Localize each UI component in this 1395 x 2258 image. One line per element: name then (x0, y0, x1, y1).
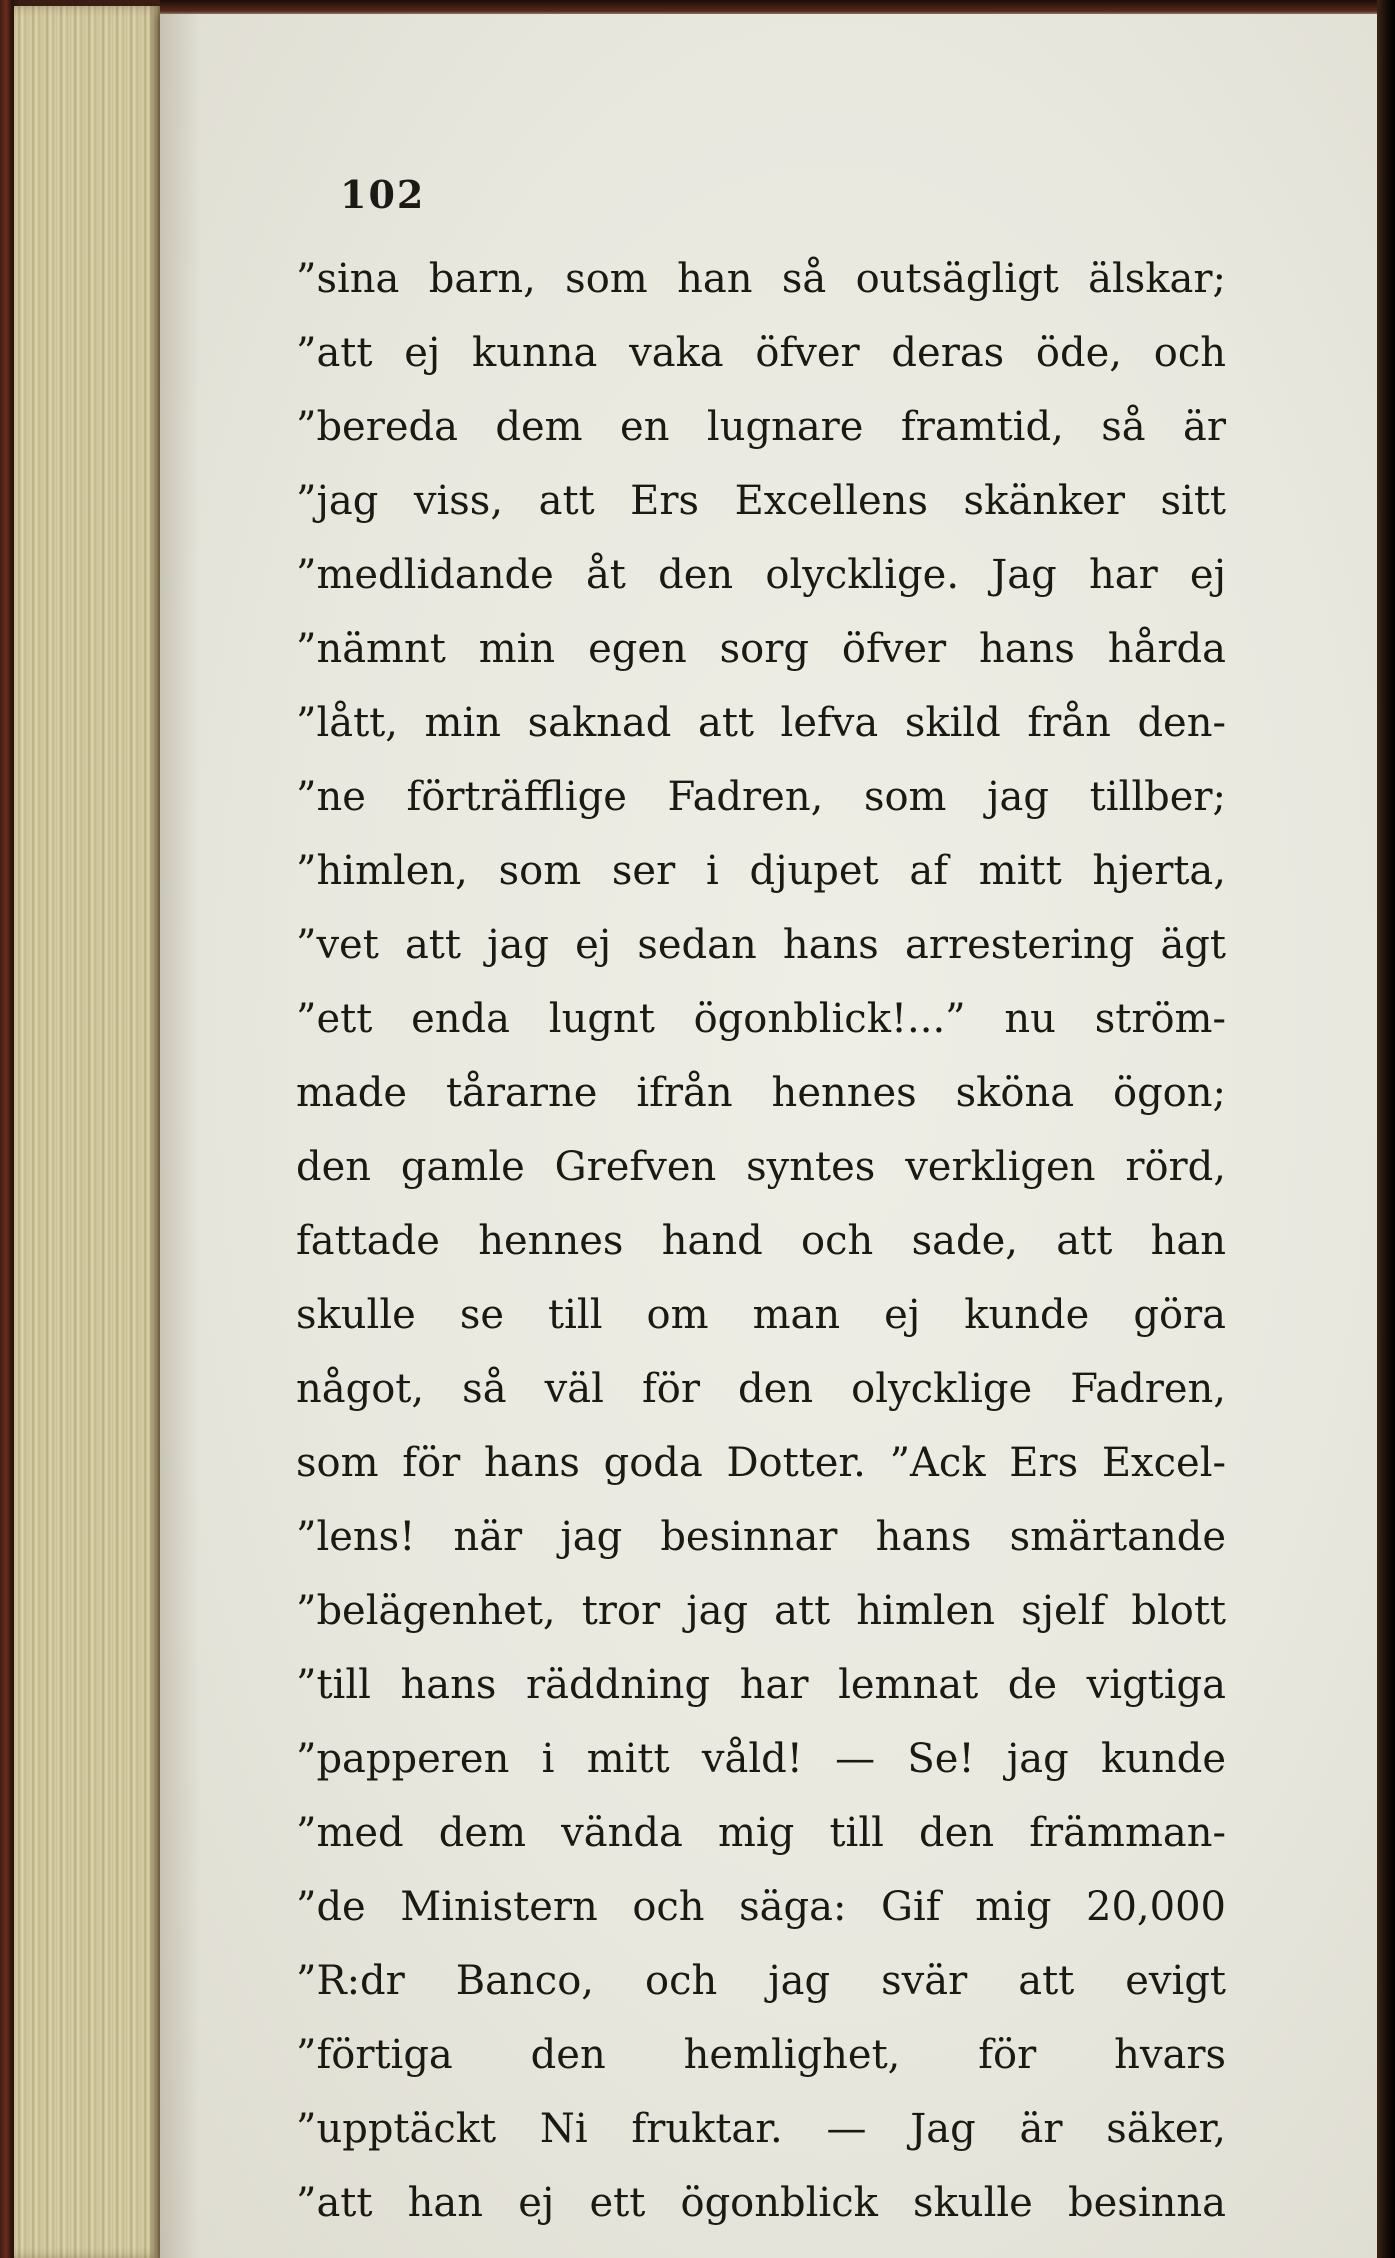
text-line: made tårarne ifrån hennes sköna ögon; (296, 1070, 1226, 1116)
text-line: ”nämnt min egen sorg öfver hans hårda (296, 626, 1226, 672)
text-line: något, så väl för den olycklige Fadren, (296, 1366, 1226, 1412)
text-line: ”ne förträfflige Fadren, som jag tillber; (296, 774, 1226, 820)
text-line: ”upptäckt Ni fruktar. — Jag är säker, (296, 2106, 1226, 2152)
text-line: ”lått, min saknad att lefva skild från den- (296, 700, 1226, 746)
text-line: ”ett enda lugnt ögonblick!...” nu ström- (296, 996, 1226, 1042)
text-line: ”de Ministern och säga: Gif mig 20,000 (296, 1884, 1226, 1930)
text-line: ”R:dr Banco, och jag svär att evigt (296, 1958, 1226, 2004)
text-line: ”belägenhet, tror jag att himlen sjelf blott (296, 1588, 1226, 1634)
text-line: ”att ej kunna vaka öfver deras öde, och (296, 330, 1226, 376)
text-line: ”vet att jag ej sedan hans arrestering ägt (296, 922, 1226, 968)
text-line: ”sina barn, som han så outsägligt älskar; (296, 256, 1226, 302)
text-line: ”lens! när jag besinnar hans smärtande (296, 1514, 1226, 1560)
text-line: som för hans goda Dotter. ”Ack Ers Excel- (296, 1440, 1226, 1486)
text-line: ”till hans räddning har lemnat de vigtiga (296, 1662, 1226, 1708)
page-edges (14, 6, 164, 2258)
text-line: skulle se till om man ej kunde göra (296, 1292, 1226, 1338)
text-line: ”papperen i mitt våld! — Se! jag kunde (296, 1736, 1226, 1782)
text-line: ”jag viss, att Ers Excellens skänker sitt (296, 478, 1226, 524)
text-line: ”förtiga den hemlighet, för hvars (296, 2032, 1226, 2078)
text-line: ”att han ej ett ögonblick skulle besinna (296, 2180, 1226, 2226)
text-line: ”medlidande åt den olycklige. Jag har ej (296, 552, 1226, 598)
text-line: den gamle Grefven syntes verkligen rörd, (296, 1144, 1226, 1190)
text-line: ”bereda dem en lugnare framtid, så är (296, 404, 1226, 450)
right-edge (1377, 0, 1395, 2258)
body-text (296, 242, 1226, 2240)
text-line: fattade hennes hand och sade, att han (296, 1218, 1226, 1264)
page-number: 102 (340, 172, 426, 217)
text-line: ”himlen, som ser i djupet af mitt hjerta, (296, 848, 1226, 894)
text-line: ”med dem vända mig till den främman- (296, 1810, 1226, 1856)
